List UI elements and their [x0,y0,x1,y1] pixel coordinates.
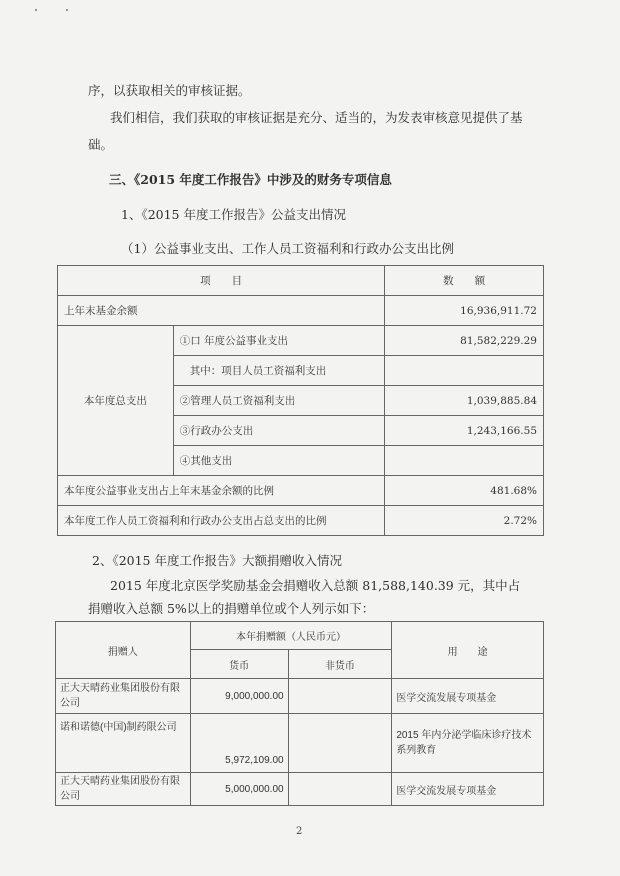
sub-heading: 2、《2015 年度工作报告》大额捐赠收入情况 [92,553,342,568]
header-item: 项 目 [58,266,385,296]
table-row: 诺和诺德(中国)制药限公司 5,972,109.00 2015 年内分泌学临床诊疗技术系列教育 [56,714,544,773]
scan-speck [35,9,37,11]
table-header-row [56,622,544,650]
public-expenditure-table [57,265,544,536]
donation-table [55,621,544,806]
section-heading: 三、《2015 年度工作报告》中涉及的财务专项信息 [109,172,392,187]
table-row: 正大天晴药业集团股份有限公司 5,000,000.00 医学交流发展专项基金 [56,773,544,806]
header-donor: 捐赠人 [56,622,191,679]
table-header-row [58,266,544,296]
body-line: 序，以获取相关的审核证据。 [88,83,251,98]
body-line: 我们相信，我们获取的审核证据是充分、适当的，为发表审核意见提供了基 [110,110,523,125]
header-amount: 数 额 [385,266,544,296]
table-row: 本年度公益事业支出占上年末基金余额的比例 481.68% [58,476,544,506]
table-row: ③行政办公支出 1,243,166.55 [58,416,544,446]
table-row: 本年度总支出 ①口 年度公益事业支出 81,582,229.29 [58,326,544,356]
header-cash: 货币 [190,650,288,679]
sub-heading: 1、《2015 年度工作报告》公益支出情况 [121,207,346,222]
page-number: 2 [296,826,303,837]
sub-heading: （1）公益事业支出、工作人员工资福利和行政办公支出比例 [121,241,454,256]
header-noncash: 非货币 [288,650,392,679]
table-row: ④其他支出 [58,446,544,476]
body-line: 2015 年度北京医学奖励基金会捐赠收入总额 81,588,140.39 元，其中占 [110,578,521,593]
table-row: ②管理人员工资福利支出 1,039,885.84 [58,386,544,416]
table-row: 上年末基金余额 16,936,911.72 [58,296,544,326]
header-amount: 本年捐赠额（人民币元） [190,622,392,650]
table-row: 其中：项目人员工资福利支出 [58,356,544,386]
body-line: 捐赠收入总额 5%以上的捐赠单位或个人列示如下： [88,601,375,616]
scan-speck [66,9,68,11]
body-line: 础。 [88,137,114,152]
group-label: 本年度总支出 [58,326,174,476]
table-row: 正大天晴药业集团股份有限公司 9,000,000.00 医学交流发展专项基金 [56,679,544,714]
table-row: 本年度工作人员工资福利和行政办公支出占总支出的比例 2.72% [58,506,544,536]
header-use: 用 途 [392,622,544,679]
